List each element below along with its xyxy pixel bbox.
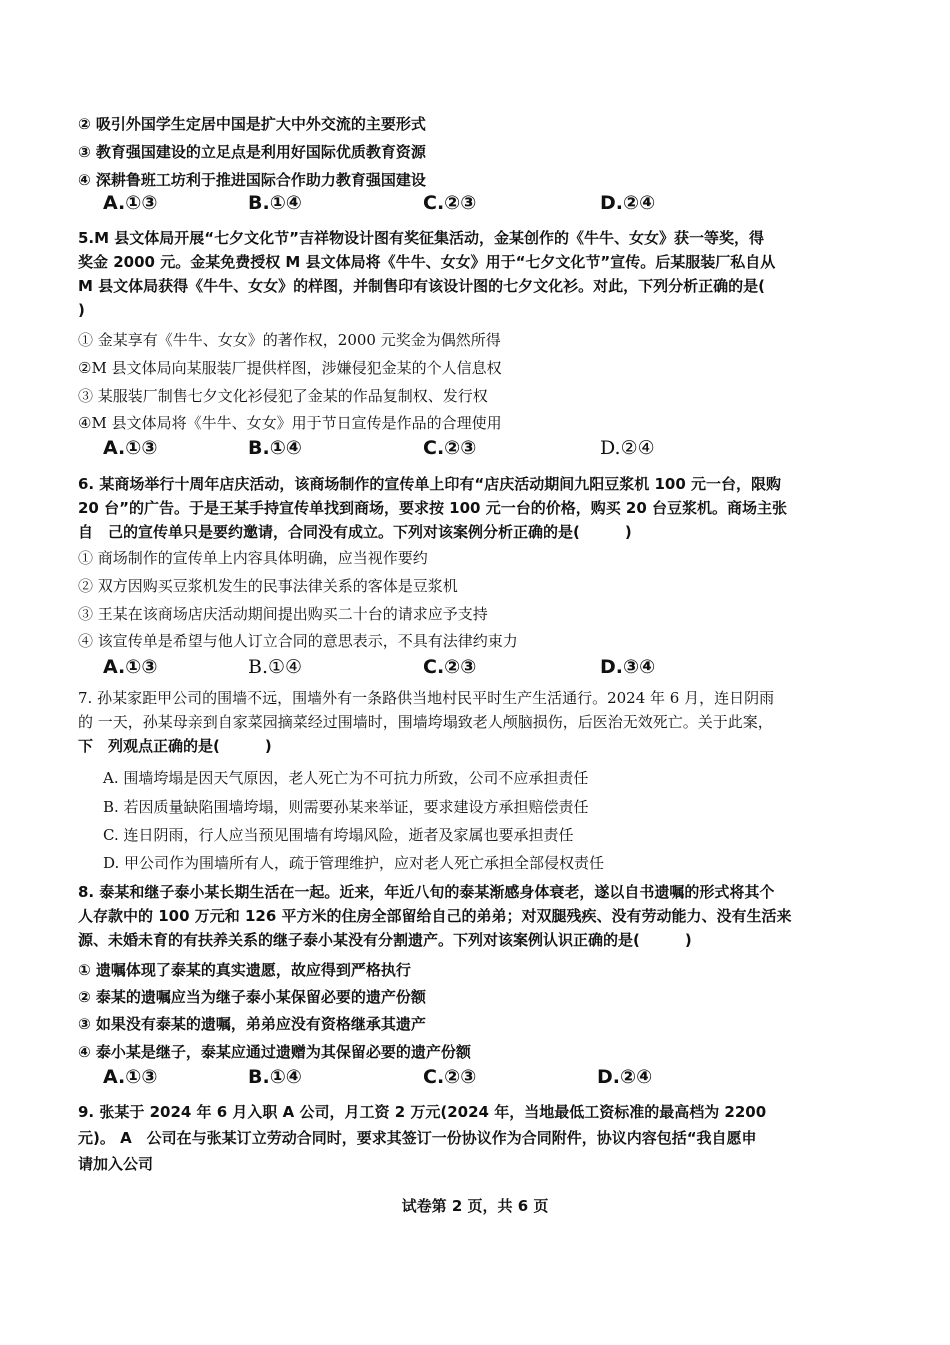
q6-stem-line-3: 自 己的宣传单只是要约邀请，合同没有成立。下列对该案例分析正确的是( ) — [78, 523, 632, 541]
q6-item-2: ② 双方因购买豆浆机发生的民事法律关系的客体是豆浆机 — [78, 577, 458, 595]
q6-stem-line-2: 20 台”的广告。于是王某手持宣传单找到商场，要求按 100 元一台的价格，购买 20 台豆浆机。商场主张 — [78, 499, 788, 517]
q7-stem-line-1: 7. 孙某家距甲公司的围墙不远，围墙外有一条路供当地村民平时生产生活通行。2024 年 6 月，连日阴雨 — [78, 689, 775, 707]
q5-option-d[interactable]: D.②④ — [600, 437, 655, 459]
q7-stem-line-2: 的 一天，孙某母亲到自家菜园摘菜经过围墙时，围墙垮塌致老人颅脑损伤，后医治无效死亡。关于此案， — [78, 713, 773, 731]
q7-choice-d[interactable]: D. 甲公司作为围墙所有人，疏于管理维护，应对老人死亡承担全部侵权责任 — [103, 854, 605, 872]
q5-option-b[interactable]: B.①④ — [248, 437, 302, 459]
q8-stem-line-1: 8. 泰某和继子泰小某长期生活在一起。近来，年近八旬的泰某渐感身体衰老，遂以自书遗嘱的形式将其个 — [78, 883, 775, 901]
q5-stem-line-2: 奖金 2000 元。金某免费授权 M 县文体局将《牛牛、女女》用于“七夕文化节”宣传。后某服装厂私自从 — [78, 253, 776, 271]
q4-options — [103, 190, 803, 216]
q6-option-b[interactable]: B.①④ — [248, 656, 303, 678]
q5-options — [103, 435, 803, 461]
q5-stem-line-4: ) — [78, 301, 85, 319]
q7-choice-b[interactable]: B. 若因质量缺陷围墙垮塌，则需要孙某来举证，要求建设方承担赔偿责任 — [103, 798, 589, 816]
q7-choice-a[interactable]: A. 围墙垮塌是因天气原因，老人死亡为不可抗力所致，公司不应承担责任 — [103, 769, 589, 787]
q8-stem-line-3: 源、未婚未育的有扶养关系的继子泰小某没有分割遗产。下列对该案例认识正确的是( ) — [78, 931, 692, 949]
q8-option-c[interactable]: C.②③ — [423, 1066, 477, 1088]
q5-item-1: ① 金某享有《牛牛、女女》的著作权，2000 元奖金为偶然所得 — [78, 331, 501, 349]
q8-item-4: ④ 泰小某是继子，泰某应通过遗赠为其保留必要的遗产份额 — [78, 1043, 471, 1061]
q4-option-a[interactable]: A.①③ — [103, 192, 158, 214]
q4-item-3: ③ 教育强国建设的立足点是利用好国际优质教育资源 — [78, 143, 426, 161]
q4-item-2: ② 吸引外国学生定居中国是扩大中外交流的主要形式 — [78, 115, 426, 133]
q5-stem-line-3: M 县文体局获得《牛牛、女女》的样图，并制售印有该设计图的七夕文化衫。对此，下列分析正确的是( — [78, 277, 766, 295]
q4-option-b[interactable]: B.①④ — [248, 192, 302, 214]
q6-item-4: ④ 该宣传单是希望与他人订立合同的意思表示，不具有法律约束力 — [78, 632, 518, 650]
q9-stem-line-3: 请加入公司 — [78, 1155, 154, 1173]
q8-item-1: ① 遗嘱体现了泰某的真实遗愿，故应得到严格执行 — [78, 961, 411, 979]
q8-option-a[interactable]: A.①③ — [103, 1066, 158, 1088]
q8-item-3: ③ 如果没有泰某的遗嘱，弟弟应没有资格继承其遗产 — [78, 1015, 426, 1033]
q6-item-3: ③ 王某在该商场店庆活动期间提出购买二十台的请求应予支持 — [78, 605, 488, 623]
q6-option-a[interactable]: A.①③ — [103, 656, 158, 678]
q8-stem-line-2: 人存款中的 100 万元和 126 平方米的住房全部留给自己的弟弟；对双腿残疾、没有劳动能力、没有生活来 — [78, 907, 792, 925]
page-footer: 试卷第 2 页，共 6 页 — [401, 1197, 549, 1215]
q5-item-2: ②M 县文体局向某服装厂提供样图，涉嫌侵犯金某的个人信息权 — [78, 359, 502, 377]
q5-item-3: ③ 某服装厂制售七夕文化衫侵犯了金某的作品复制权、发行权 — [78, 387, 488, 405]
q4-option-c[interactable]: C.②③ — [423, 192, 477, 214]
q8-options — [103, 1064, 803, 1090]
q5-item-4: ④M 县文体局将《牛牛、女女》用于节日宣传是作品的合理使用 — [78, 414, 502, 432]
q5-option-a[interactable]: A.①③ — [103, 437, 158, 459]
q6-option-d[interactable]: D.③④ — [600, 656, 656, 678]
q6-options — [103, 654, 803, 680]
q6-stem-line-1: 6. 某商场举行十周年店庆活动，该商场制作的宣传单上印有“店庆活动期间九阳豆浆机 100 元一台，限购 — [78, 475, 781, 493]
q7-stem-line-3: 下 列观点正确的是( ) — [78, 737, 272, 755]
q9-stem-line-1: 9. 张某于 2024 年 6 月入职 A 公司，月工资 2 万元(2024 年，当地最低工资标准的最高档为 2200 — [78, 1103, 767, 1121]
q4-option-d[interactable]: D.②④ — [600, 192, 656, 214]
q8-option-b[interactable]: B.①④ — [248, 1066, 302, 1088]
q5-option-c[interactable]: C.②③ — [423, 437, 477, 459]
q6-item-1: ① 商场制作的宣传单上内容具体明确，应当视作要约 — [78, 549, 428, 567]
q6-option-c[interactable]: C.②③ — [423, 656, 477, 678]
q9-stem-line-2: 元)。 A 公司在与张某订立劳动合同时，要求其签订一份协议作为合同附件，协议内容包括“我自愿申 — [78, 1129, 757, 1147]
q8-item-2: ② 泰某的遗嘱应当为继子泰小某保留必要的遗产份额 — [78, 988, 426, 1006]
q4-item-4: ④ 深耕鲁班工坊利于推进国际合作助力教育强国建设 — [78, 171, 426, 189]
q7-choice-c[interactable]: C. 连日阴雨，行人应当预见围墙有垮塌风险，逝者及家属也要承担责任 — [103, 826, 574, 844]
q8-option-d[interactable]: D.②④ — [597, 1066, 653, 1088]
q5-stem-line-1: 5.M 县文体局开展“七夕文化节”吉祥物设计图有奖征集活动，金某创作的《牛牛、女女》获一等奖，得 — [78, 229, 765, 247]
